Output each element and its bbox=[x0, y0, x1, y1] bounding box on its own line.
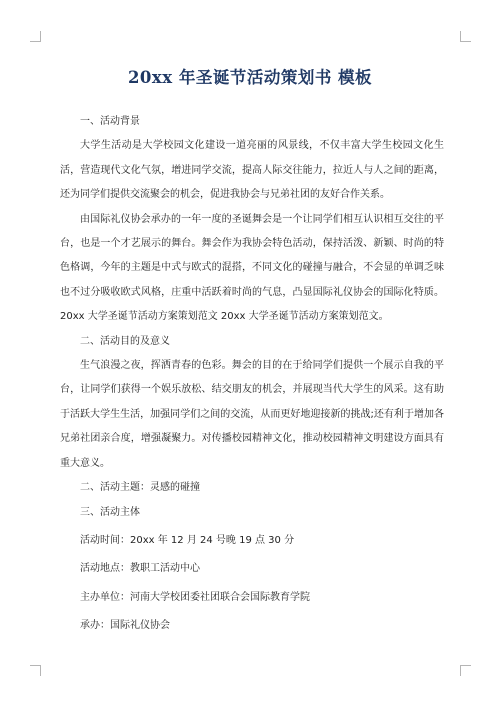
host-unit: 主办单位：河南大学校团委社团联合会国际教育学院 bbox=[80, 591, 310, 603]
crop-mark-bottom-left bbox=[30, 665, 41, 676]
paragraph-background-1: 大学生活动是大学校园文化建设一道亮丽的风景线，不仅丰富大学生校园文化生活，营造现代文化气氛，增进同学交流，提高人际交往能力，拉近人与人之间的距离，还为同学们提供交流聚会的机会，促进我协会与兄弟社团的友好合作关系。 bbox=[60, 140, 444, 201]
section-heading-purpose: 二、活动目的及意义 bbox=[80, 335, 170, 347]
crop-mark-bottom-right bbox=[460, 665, 471, 676]
document-title: 20xx 年圣诞节活动策划书 模板 bbox=[127, 68, 373, 87]
section-heading-theme: 二、活动主题：灵感的碰撞 bbox=[80, 482, 200, 494]
activity-time: 活动时间：20xx 年 12 月 24 号晚 19 点 30 分 bbox=[80, 534, 295, 546]
organizer: 承办：国际礼仪协会 bbox=[80, 620, 170, 632]
paragraph-background-2: 由国际礼仪协会承办的一年一度的圣诞舞会是一个让同学们相互认识相互交往的平台，也是一个才艺展示的舞台。舞会作为我协会特色活动，保持活泼、新颖、时尚的特色格调，今年的主题是中式与欧式的混搭，不同文化的碰撞与融合，不会显的单调乏味也不过分吸收欧式风格，庄重中活跃着时尚的气息，凸显国际礼仪协会的国际化特质。20xx 大学圣诞节活动方案策划范文 20xx 大学圣诞节活动方案策划范文。 bbox=[60, 213, 444, 323]
document-body bbox=[60, 110, 444, 639]
section-heading-background: 一、活动背景 bbox=[80, 116, 140, 127]
section-heading-subject: 三、活动主体 bbox=[80, 506, 140, 518]
activity-place: 活动地点：教职工活动中心 bbox=[80, 563, 200, 575]
crop-mark-top-right bbox=[460, 31, 471, 42]
crop-mark-top-left bbox=[30, 31, 41, 42]
paragraph-purpose: 生气浪漫之夜，挥洒青春的色彩。舞会的目的在于给同学们提供一个展示自我的平台，让同学们获得一个娱乐放松、结交朋友的机会，并展现当代大学生的风采。这有助于活跃大学生生活，加强同学们之间的交流，从而更好地迎接新的挑战;还有利于增加各兄弟社团亲合度，增强凝聚力。对传播校园精神文化，推动校园精神文明建设方面具有重大意义。 bbox=[60, 360, 444, 469]
